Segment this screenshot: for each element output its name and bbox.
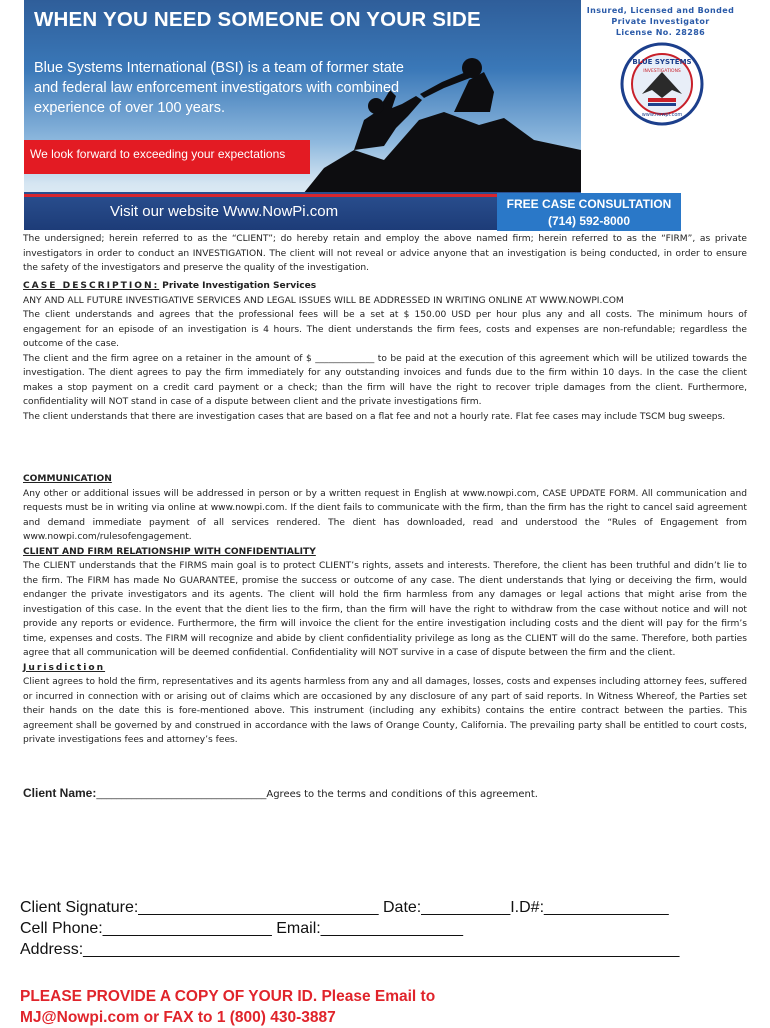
client-name-agreement: Agrees to the terms and conditions of this agreement. <box>266 789 538 800</box>
case-description-heading: CASE DESCRIPTION: <box>23 281 160 291</box>
address-row[interactable]: Address:___________________________________________________________________ <box>20 941 680 958</box>
signature-date-id-row[interactable]: Client Signature:___________________________ Date:__________I.D#:______________ <box>20 899 669 916</box>
license-line-3: License No. 28286 <box>615 28 706 37</box>
banner-tagline: We look forward to exceeding your expectations <box>24 140 310 174</box>
client-name-field[interactable]: __________________________________ <box>96 789 267 800</box>
intro-paragraph <box>23 232 747 276</box>
seal-subtitle: INVESTIGATIONS <box>643 69 681 74</box>
case-description-p2: The client understands and agrees that the professional fees will be a set at $ 150.00 USD per hour plus any and all costs. The minimum hours of engagement for an episode of an investigation is 4 hours. The dient understands the firm fees, costs and expenses are non-refundable; regardless the outcome of the case. <box>23 310 747 349</box>
case-description-p3: The client and the firm agree on a retainer in the amount of $ _____________ to be paid at the execution of this agreement which will be utilized towards the investigation. The dient agrees to pay the firm immediately for any outstanding invoices and funds due to the firm within 10 days. In the case the client makes a stop payment on a credit card payment or a check; than the firm will have the right to recover triple damages from the client. Furthermore, confidentiality will NOT stand in case of a dispute between client and the private investigations firm. <box>23 353 747 407</box>
banner-headline: WHEN YOU NEED SOMEONE ON YOUR SIDE <box>34 8 481 31</box>
client-name-row <box>23 786 747 800</box>
bsi-seal-logo <box>620 42 704 126</box>
communication-heading: COMMUNICATION <box>23 474 112 484</box>
consultation-label: FREE CASE CONSULTATION <box>506 197 672 211</box>
client-name-label: Client Name: <box>23 786 97 800</box>
case-description-heading-row <box>23 279 747 294</box>
case-description-p1: ANY AND ALL FUTURE INVESTIGATIVE SERVICES AND LEGAL ISSUES WILL BE ADDRESSED IN WRITING ONLINE AT WWW.NOWPI.COM <box>23 295 624 306</box>
relationship-p1: The CLIENT understands that the FIRMS main goal is to protect CLIENT’s rights, assets and interests. Therefore, the client has been truthful and didn’t lie to the firm. The FIRM has made No GUARANTEE, promise the success or outcome of any case. The dient understands that lying or deceiving the firm, would endanger the private investigators and its agents. The client will hold the firm harmless from any damages or legal actions that might arise from the investigation of this case. In the event that the dient lies to the firm, than the firm will have the right to withdraw from the case without notice and will not provide any reports or evidence. Furthermore, the firm will invoice the client for the entire investigation including costs and the dient will pay for the firm’s time, expenses and costs. The FIRM will recognize and abide by client confidentiality privilege as long as the CLIENT will do the same. Therefore, both parties agree that all communication will be deemed confidential. Confidentiality will NOT survive in a case of dispute between the firm and the client. <box>23 561 747 658</box>
communication-section <box>23 472 747 748</box>
jurisdiction-p1: Client agrees to hold the firm, representatives and its agents harmless from any and all damages, losses, costs and expenses including attorney fees, suffered or incurred in connection with or arising out of claims which are occasioned by any disclosure of any part of said reports. In Witness Whereof, the Parties set their hands on the date this is fore-mentioned above. This instrument (including any exhibits) contains the entire contract between the parties. This agreement shall be governed by and construed in accordance with the laws of Orange County, California. The prevailing party shall be entitled to court costs, private investigations fees and attorney’s fees. <box>23 677 747 745</box>
notice-line-1: PLEASE PROVIDE A COPY OF YOUR ID. Please Email to <box>20 988 436 1005</box>
intro-text: The undersigned; herein referred to as the “CLIENT”; do hereby retain and employ the above named firm; herein referred to as the “FIRM”, as private investigators in order to conduct an INVESTIGATION. The client will not reveal or advice anyone that an investigation is being conducted, in order to ensure the safety of the investigators and preserve the quality of the investigation. <box>23 234 747 273</box>
seal-url: www.nowpi.com <box>641 112 683 118</box>
id-copy-notice <box>20 986 760 1028</box>
notice-line-2[interactable]: MJ@Nowpi.com or FAX to 1 (800) 430-3887 <box>20 1009 336 1026</box>
website-link[interactable]: Visit our website Www.NowPi.com <box>110 203 339 220</box>
case-description-subheading: Private Investigation Services <box>162 281 317 291</box>
case-description-section <box>23 279 747 424</box>
license-line-2: Private Investigator <box>611 17 710 26</box>
consultation-phone[interactable]: (714) 592-8000 <box>547 214 631 228</box>
case-description-p4: The client understands that there are investigation cases that are based on a flat fee and not a hourly rate. Flat fee cases may include TSCM bug sweeps. <box>23 411 726 422</box>
phone-email-row[interactable]: Cell Phone:___________________ Email:________________ <box>20 920 464 937</box>
communication-p1: Any other or additional issues will be addressed in person or by a written request in English at www.nowpi.com, CASE UPDATE FORM. All communication and requests must be in writing via online at www.nowpi.com. If the dient fails to communicate with the firm, than the firm has the right to cancel said agreement and demand immediate payment of all services rendered. The dient has downloaded, read and understood the “Rules of Engagement from www.nowpi.com/rulesofengagement. <box>23 488 747 542</box>
banner-intro: Blue Systems International (BSI) is a team of former state and federal law enforcement investigators with combined experience of over 100 years. <box>34 60 404 116</box>
relationship-heading: CLIENT AND FIRM RELATIONSHIP WITH CONFIDENTIALITY <box>23 546 316 557</box>
seal-title: BLUE SYSTEMS <box>632 58 692 66</box>
jurisdiction-heading: Jurisdiction <box>23 662 106 673</box>
free-consultation-box[interactable] <box>497 193 681 231</box>
license-info <box>583 5 738 38</box>
license-line-1: Insured, Licensed and Bonded <box>586 6 735 15</box>
